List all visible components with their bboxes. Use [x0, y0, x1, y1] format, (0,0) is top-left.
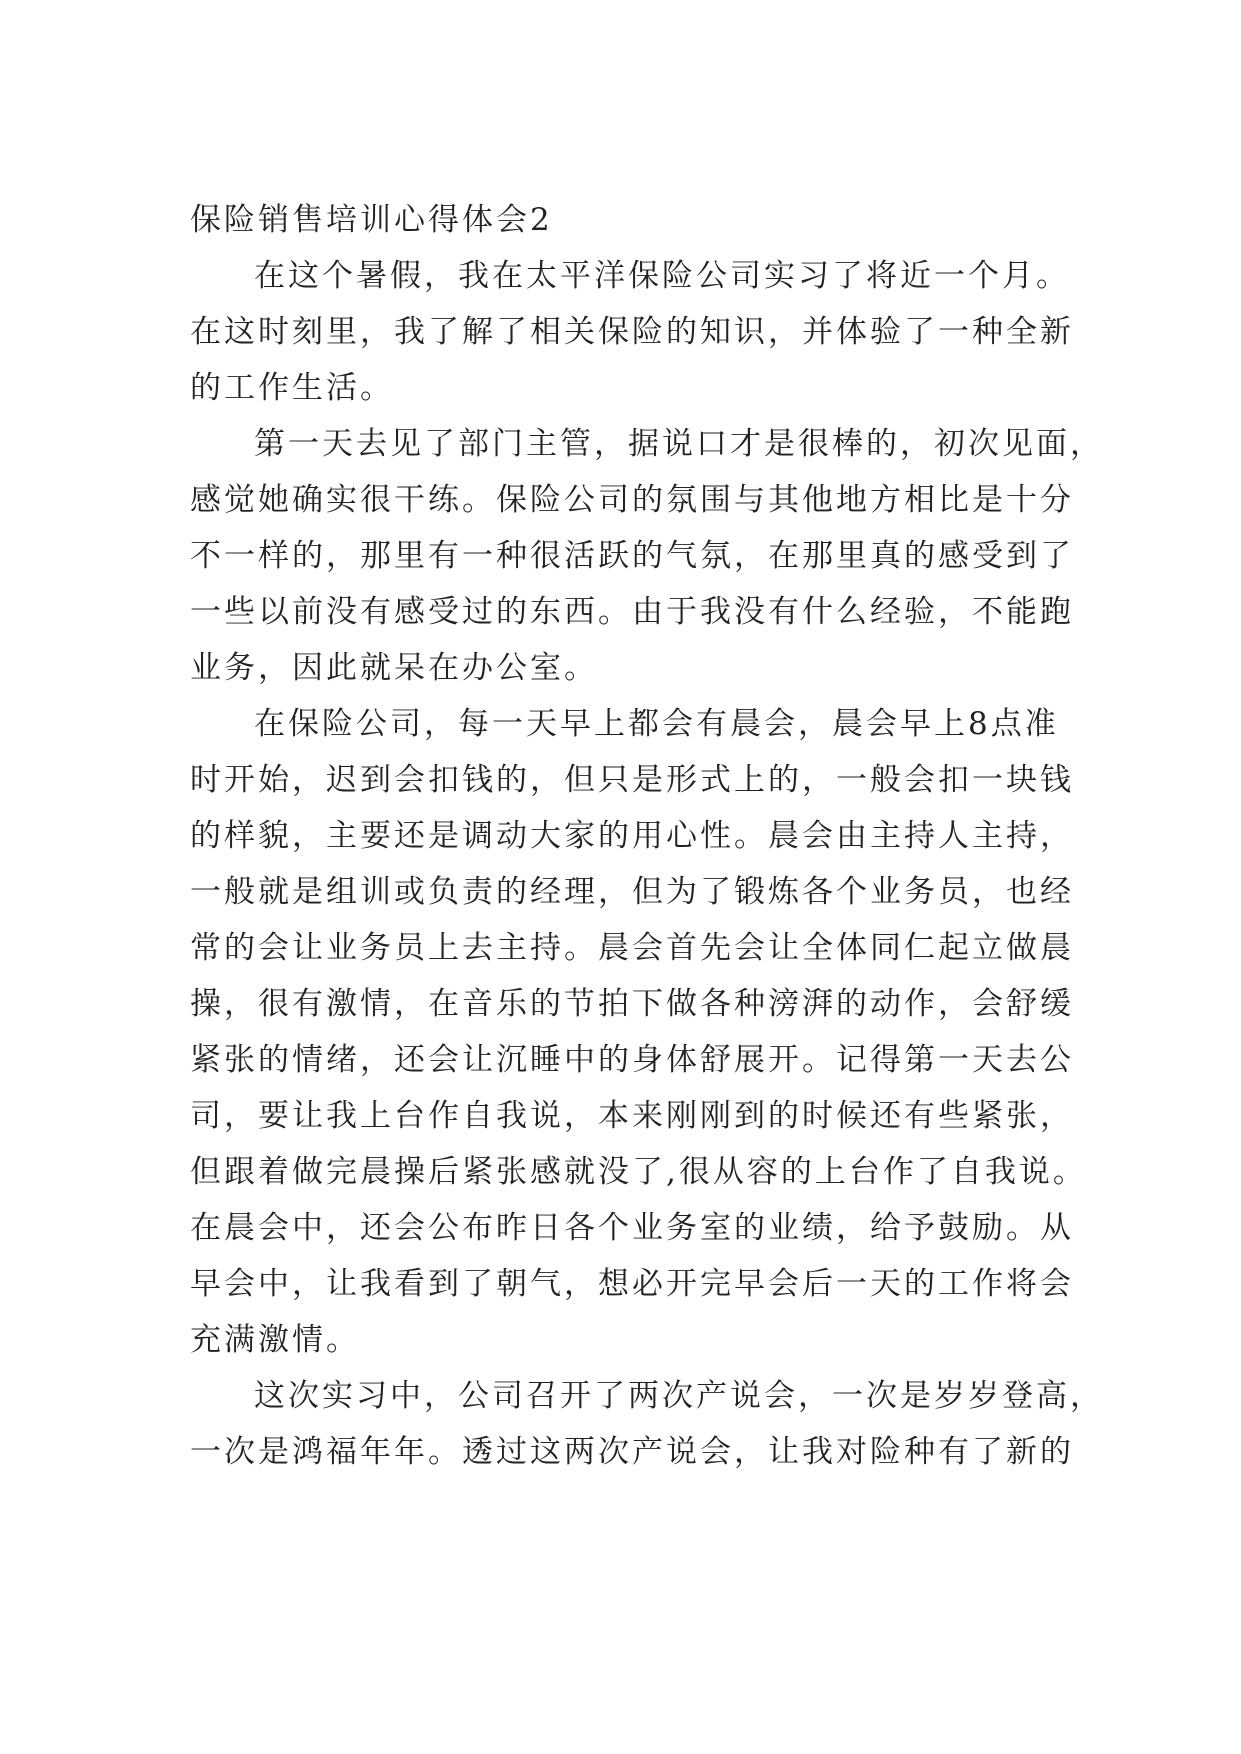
paragraph-3	[190, 696, 1087, 1368]
text-line: 紧张的情绪，还会让沉睡中的身体舒展开。记得第一天去公	[190, 1042, 1074, 1078]
text-line: 常的会让业务员上去主持。晨会首先会让全体同仁起立做晨	[190, 930, 1074, 966]
text-line: 时开始，迟到会扣钱的，但只是形式上的，一般会扣一块钱	[190, 762, 1074, 798]
text-line: 操，很有激情，在音乐的节拍下做各种滂湃的动作，会舒缓	[190, 986, 1074, 1022]
text-line: 感觉她确实很干练。保险公司的氛围与其他地方相比是十分	[190, 482, 1074, 518]
paragraph-4	[190, 1368, 1104, 1480]
text-line: 充满激情。	[190, 1322, 360, 1358]
text-line: 这次实习中，公司召开了两次产说会，一次是岁岁登高，	[254, 1378, 1104, 1414]
paragraph-2	[190, 416, 1104, 696]
text-line: 在保险公司，每一天早上都会有晨会，晨会早上8点准	[254, 706, 1059, 742]
text-line: 一般就是组训或负责的经理，但为了锻炼各个业务员，也经	[190, 874, 1074, 910]
text-line: 在这时刻里，我了解了相关保险的知识，并体验了一种全新	[190, 314, 1074, 350]
document-body	[190, 192, 1104, 1480]
text-line: 一些以前没有感受过的东西。由于我没有什么经验，不能跑	[190, 594, 1074, 630]
text-line: 在这个暑假，我在太平洋保险公司实习了将近一个月。	[254, 258, 1070, 294]
document-title: 保险销售培训心得体会2	[190, 202, 553, 238]
text-line: 一次是鸿福年年。透过这两次产说会，让我对险种有了新的	[190, 1434, 1074, 1470]
text-line: 业务，因此就呆在办公室。	[190, 650, 598, 686]
paragraph-1	[190, 248, 1074, 416]
text-line: 的样貌，主要还是调动大家的用心性。晨会由主持人主持，	[190, 818, 1074, 854]
text-line: 的工作生活。	[190, 370, 394, 406]
text-line: 但跟着做完晨操后紧张感就没了,很从容的上台作了自我说。	[190, 1154, 1087, 1190]
text-line: 早会中，让我看到了朝气，想必开完早会后一天的工作将会	[190, 1266, 1074, 1302]
text-line: 不一样的，那里有一种很活跃的气氛，在那里真的感受到了	[190, 538, 1074, 574]
text-line: 第一天去见了部门主管，据说口才是很棒的，初次见面，	[254, 426, 1104, 462]
text-line: 在晨会中，还会公布昨日各个业务室的业绩，给予鼓励。从	[190, 1210, 1074, 1246]
text-line: 司，要让我上台作自我说，本来刚刚到的时候还有些紧张，	[190, 1098, 1074, 1134]
